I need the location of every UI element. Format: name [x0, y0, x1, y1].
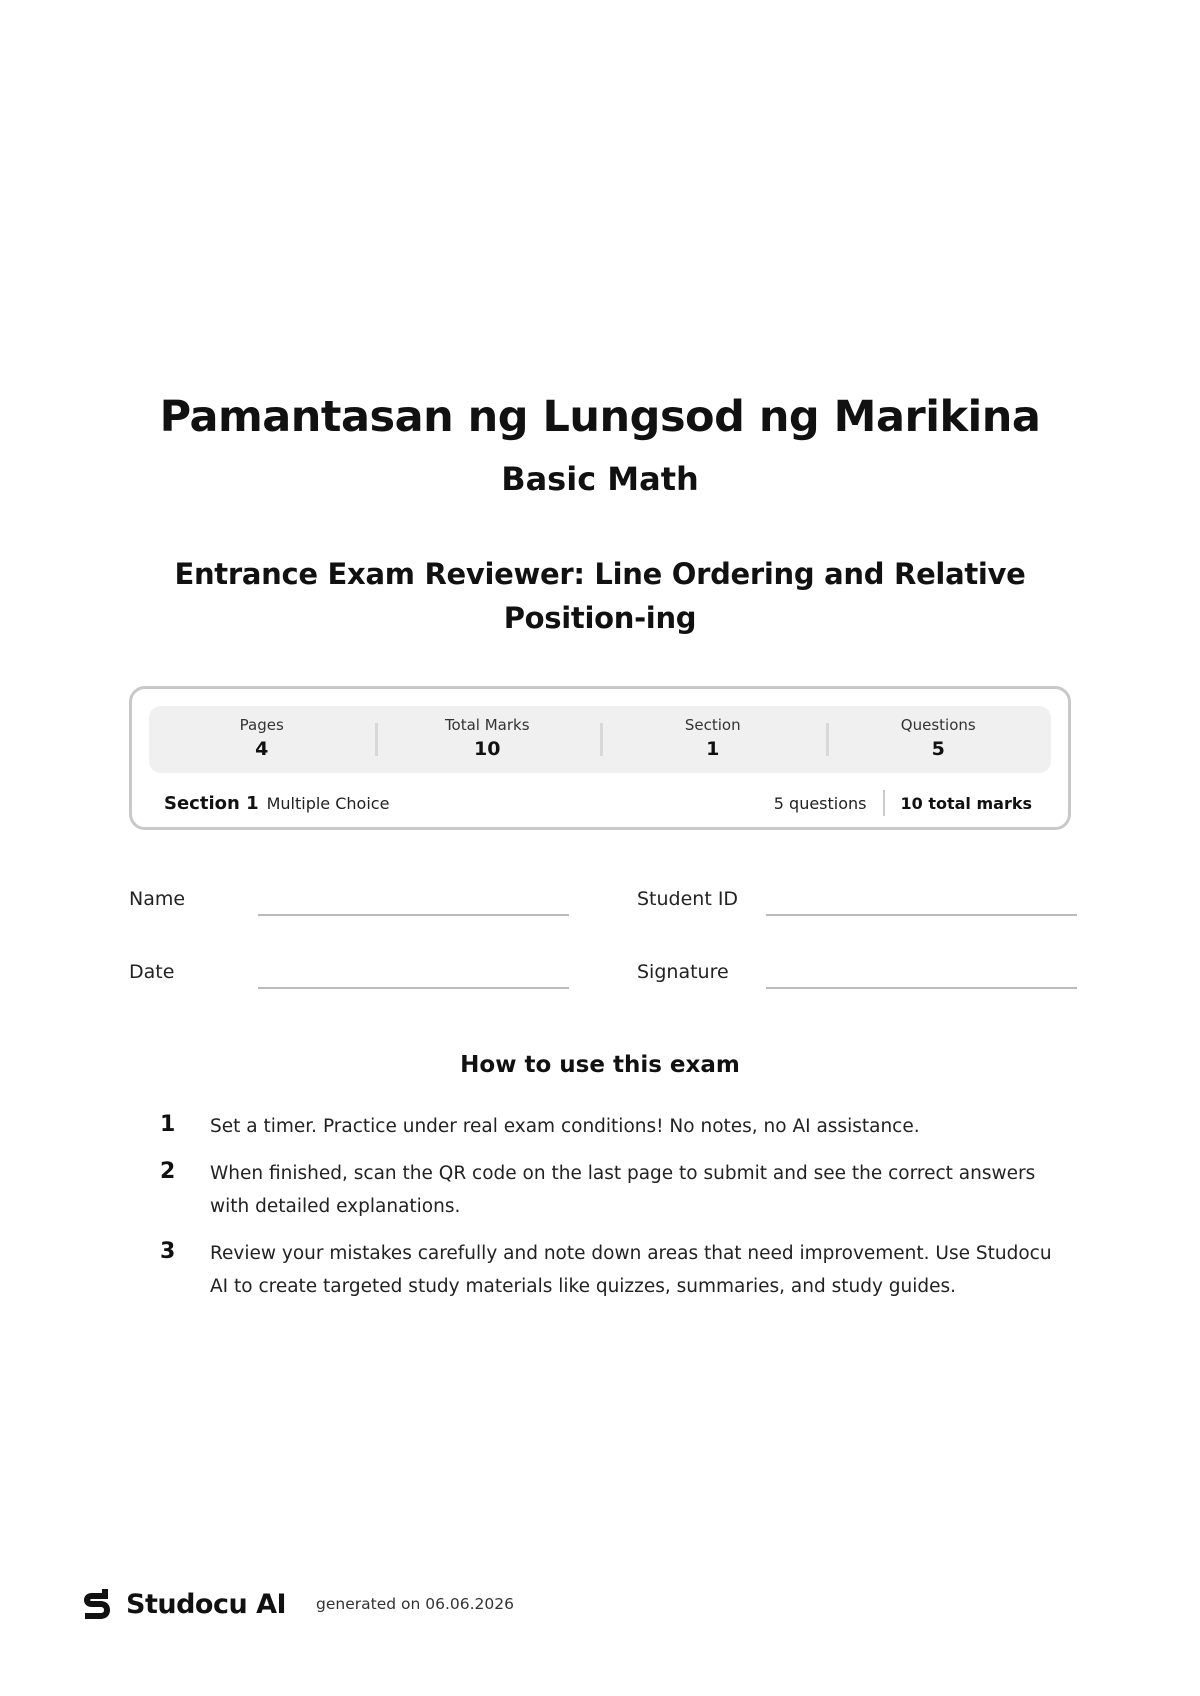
- list-item: [160, 1237, 1060, 1303]
- name-label: Name: [129, 888, 186, 910]
- date-label: Date: [129, 961, 175, 983]
- stat-value: 1: [706, 738, 720, 760]
- step-text: Set a timer. Practice under real exam conditions! No notes, no AI assistance.: [210, 1116, 920, 1137]
- stat-value: 10: [474, 738, 501, 760]
- generated-date: generated on 06.06.2026: [316, 1595, 514, 1613]
- student-id-label: Student ID: [637, 888, 739, 910]
- stat-value: 4: [255, 738, 269, 760]
- stat-label: Pages: [239, 716, 284, 734]
- student-id-field[interactable]: [637, 888, 1077, 928]
- stat-value: 5: [931, 738, 945, 760]
- subject-title: Basic Math: [501, 460, 699, 498]
- list-item: [160, 1157, 1060, 1223]
- list-item: [160, 1110, 1060, 1143]
- name-field[interactable]: [129, 888, 569, 928]
- student-id-line[interactable]: [766, 914, 1077, 916]
- section-row: [164, 791, 1032, 815]
- stat-section: [600, 706, 826, 773]
- signature-field[interactable]: [637, 961, 1077, 1001]
- section-question-count: 5 questions: [773, 793, 867, 813]
- step-number: 2: [160, 1159, 176, 1184]
- step-number: 1: [160, 1112, 176, 1137]
- signature-line[interactable]: [766, 987, 1077, 989]
- step-number: 3: [160, 1239, 176, 1264]
- name-line[interactable]: [258, 914, 569, 916]
- studocu-logo-icon: [78, 1586, 114, 1622]
- section-name: Section 1: [164, 792, 259, 814]
- stat-label: Total Marks: [444, 716, 530, 734]
- signature-label: Signature: [637, 961, 729, 983]
- step-text: Review your mistakes carefully and note down areas that need improvement. Use Studocu AI to create targeted study materials like quizzes, summaries, and study guides.: [210, 1243, 1052, 1297]
- stat-label: Section: [684, 716, 741, 734]
- footer: [78, 1584, 514, 1624]
- date-line[interactable]: [258, 987, 569, 989]
- section-total-marks: 10 total marks: [900, 793, 1032, 813]
- brand-name: Studocu AI: [126, 1588, 287, 1620]
- step-text: When finished, scan the QR code on the last page to submit and see the correct answers with detailed explanations.: [210, 1163, 1036, 1217]
- stats-bar: [149, 706, 1051, 773]
- stat-total-marks: [375, 706, 601, 773]
- stat-pages: [149, 706, 375, 773]
- howto-title: How to use this exam: [460, 1052, 740, 1078]
- university-name: Pamantasan ng Lungsod ng Marikina: [159, 392, 1041, 442]
- howto-steps: [160, 1110, 1060, 1317]
- date-field[interactable]: [129, 961, 569, 1001]
- stat-label: Questions: [900, 716, 976, 734]
- exam-title: Entrance Exam Reviewer: Line Ordering and Relative Position-ing: [174, 557, 1026, 635]
- section-type: Multiple Choice: [266, 793, 390, 813]
- exam-summary-card: [129, 686, 1071, 830]
- stat-questions: [826, 706, 1052, 773]
